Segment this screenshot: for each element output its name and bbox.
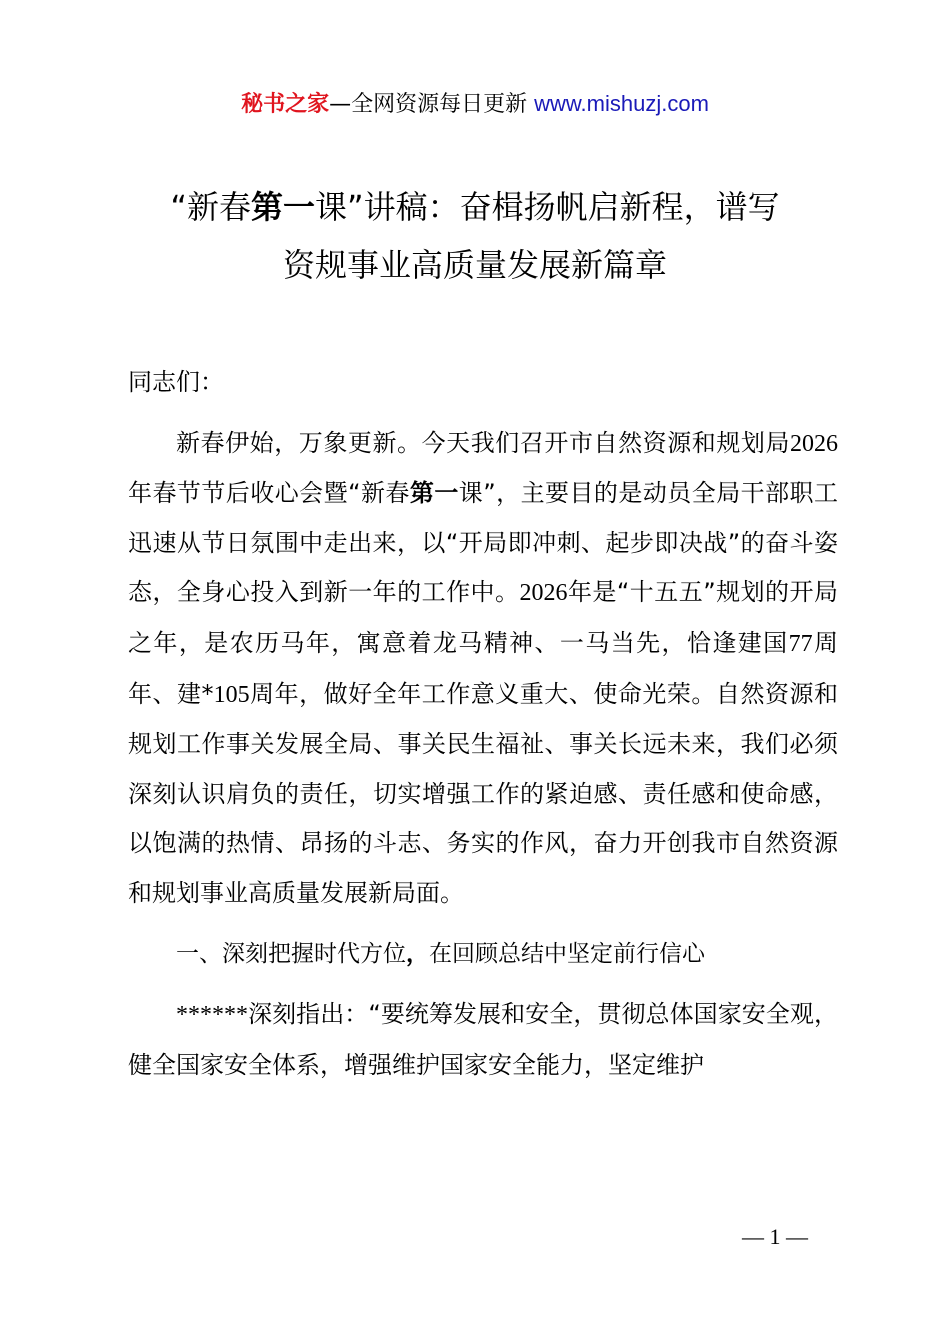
site-header: [0, 88, 950, 121]
text-run: 新春伊始，万象更新。今天我们召开市自然资源和规划局: [176, 428, 790, 457]
document-title: [60, 178, 890, 294]
anniversary-number: 105: [213, 681, 250, 708]
text-run: 年春节节后收心会暨“新春: [128, 479, 410, 508]
paragraph-2: [128, 990, 838, 1090]
page-number-text: — 1 —: [742, 1224, 808, 1249]
site-url[interactable]: www.mishuzj.com: [534, 91, 709, 116]
anniversary-number: 77: [788, 630, 813, 657]
year-number: 2026: [790, 430, 838, 457]
text-run: 课”，主要目的是动员全局干部职工迅速从节日氛围中走出来，以“开局即冲刺、起步即决战”的奋斗姿态，全身心投入到新一年的工作中。: [128, 479, 839, 607]
heading-part: 在回顾总结中坚定前行信心: [429, 940, 705, 967]
text-run: 年是“十五五”规划的开局之年，是农历马年，寓意着龙马精神、一马当先，恰逢建国: [128, 578, 838, 657]
title-part: 课”讲稿：奋楫扬帆启新程，谱写: [315, 188, 780, 226]
paragraph-1: [128, 419, 838, 919]
redacted-text: ******: [176, 1002, 248, 1029]
document-body: [128, 358, 838, 1101]
heading-comma: ，: [406, 940, 429, 967]
year-number: 2026: [519, 580, 568, 607]
salutation: 同志们：: [128, 368, 224, 396]
page-number: [0, 1222, 950, 1252]
section-heading-1: [128, 930, 838, 980]
title-line-1: [60, 178, 890, 236]
title-bold-part: 第一: [250, 188, 315, 226]
heading-part: 一、深刻把握时代方位: [176, 940, 406, 967]
title-line-2: 资规事业高质量发展新篇章: [282, 246, 667, 284]
text-run: 周年、建*: [128, 628, 839, 708]
title-part: “新春: [170, 188, 251, 226]
header-tagline: —全网资源每日更新: [329, 92, 528, 117]
bold-run: 第一: [409, 479, 459, 508]
text-run: 深刻指出：“要统筹发展和安全，贯彻总体国家安全观，健全国家安全体系，增强维护国家安全能力，坚定维护: [128, 1000, 838, 1079]
text-run: 周年，做好全年工作意义重大、使命光荣。自然资源和规划工作事关发展全局、事关民生福祉、事关长远未来，我们必须深刻认识肩负的责任，切实增强工作的紧迫感、责任感和使命感，以饱满的热情、昂扬的斗志、务实的作风，奋力开创我市自然资源和规划事业高质量发展新局面。: [128, 679, 839, 907]
brand-name: 秘书之家: [241, 92, 330, 117]
